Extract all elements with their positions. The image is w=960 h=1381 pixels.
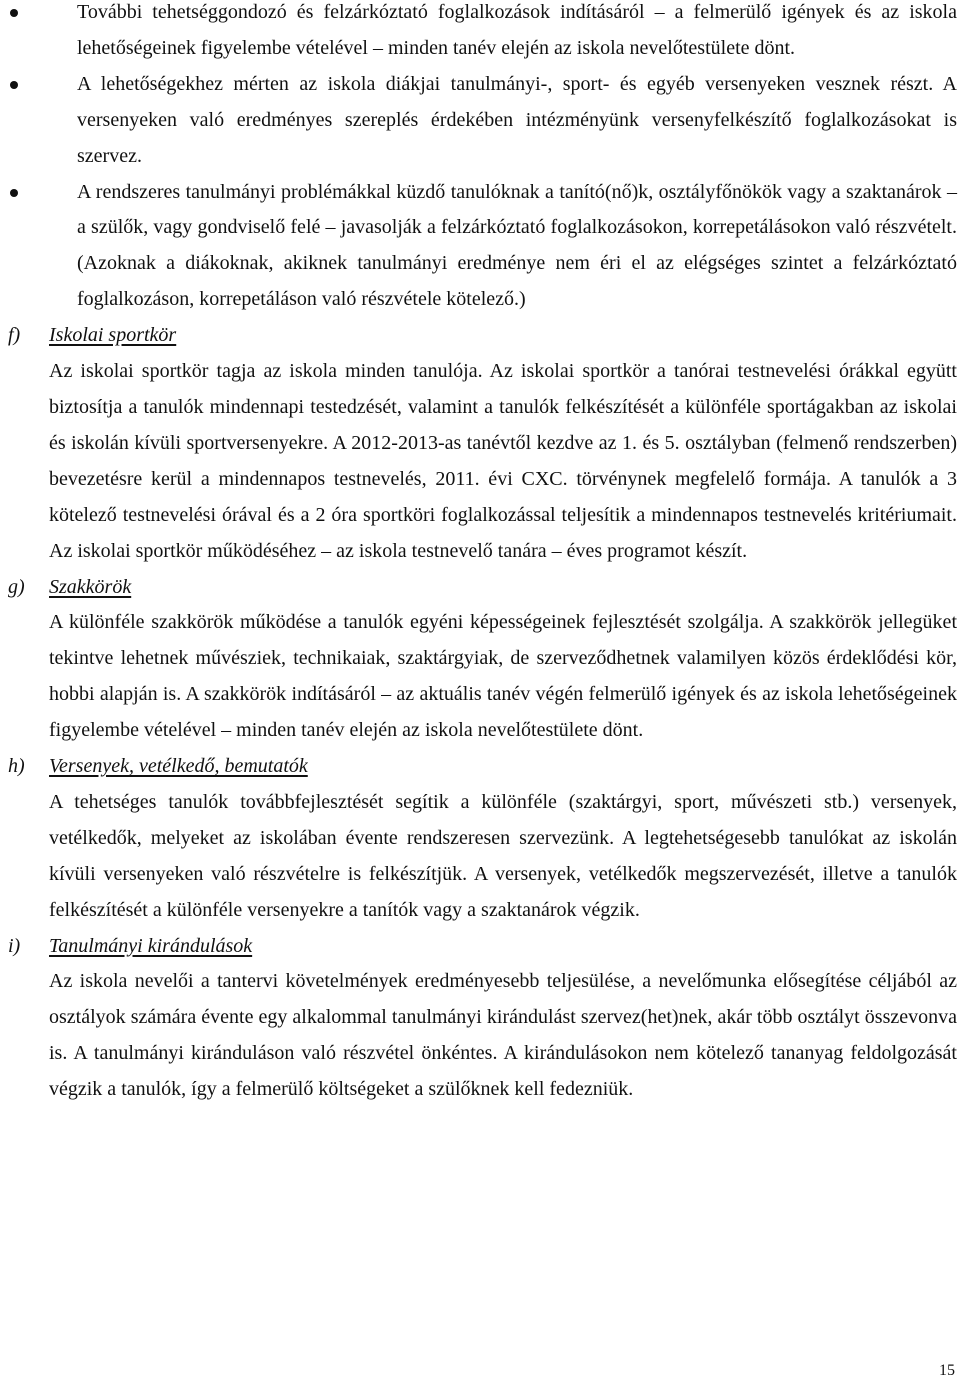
section-label: g) (8, 575, 25, 598)
section-label: i) (8, 934, 21, 957)
section-heading (0, 929, 960, 965)
section-label: h) (8, 755, 25, 778)
section-text: A tehetséges tanulók továbbfejlesztését segítik a különféle (szaktárgyi, sport, művészeti stb.) versenyek, vetélkedők, melyeket az iskolában évente rendszeresen szervezünk. A legtehetségesebb tanulókat az iskolán kívüli versenyeken való részvételre is felkészítjük. A versenyek, vetélkedők megszervezését, illetve a tanulók felkészítését a különféle versenyekre a tanítók vagy a szaktanárok végzik. (49, 790, 957, 921)
section-heading (0, 749, 960, 785)
section-text: Az iskolai sportkör tagja az iskola minden tanulója. Az iskolai sportkör a tanórai testnevelési órákkal együtt biztosítja a tanulók mindennapi testedzését, valamint a tanulók felkészítését a különféle sportágakban az iskolai és iskolán kívüli sportversenyekre. A 2012-2013-as tanévtől kezdve az 1. és 5. osztályban (felmenő rendszerben) bevezetésre kerül a mindennapos testnevelés, 2011. évi CXC. törvénynek megfelelő formája. A tanulók a 3 kötelező testnevelési órával és a 2 óra sportköri foglalkozással teljesítik a mindennapos testnevelés kritériumait. Az iskolai sportkör működéséhez – az iskola testnevelő tanára – éves programot készít. (49, 360, 957, 562)
section-versenyek (0, 749, 960, 929)
section-title: Iskolai sportkör (49, 324, 177, 347)
section-heading (0, 570, 960, 606)
page-number: 15 (939, 1362, 955, 1379)
section-title: Versenyek, vetélkedő, bemutatók (49, 755, 308, 778)
section-label: f) (8, 324, 21, 347)
section-szakkorok (0, 570, 960, 750)
bullet-text: A rendszeres tanulmányi problémákkal küzdő tanulóknak a tanító(nő)k, osztályfőnökök vagy a szaktanárok – a szülők, vagy gondviselő felé – javasolják a felzárkóztató foglalkozásokon, korrepetálásokon való részvételt. (Azoknak a diákoknak, akiknek tanulmányi eredménye nem éri el az elégséges szintet a felzárkóztató foglalkozáson, korrepetáláson való részvétele kötelező.) (77, 180, 957, 311)
bullet-icon (10, 9, 18, 17)
section-title: Szakkörök (49, 575, 132, 598)
section-text: A különféle szakkörök működése a tanulók egyéni képességeinek fejlesztését szolgálja. A szakkörök jellegüket tekintve lehetnek művésziek, technikaiak, szaktárgyiak, de szerveződhetnek valamilyen közös érdeklődési kör, hobbi alapján is. A szakkörök indításáról – az aktuális tanév végén felmerülő igények és az iskola lehetőségeinek figyelembe vételével – minden tanév elején az iskola nevelőtestülete dönt. (49, 611, 957, 742)
section-title: Tanulmányi kirándulások (49, 934, 253, 957)
bullet-item (0, 0, 960, 67)
bullet-text: További tehetséggondozó és felzárkóztató foglalkozások indításáról – a felmerülő igények és az iskola lehetőségeinek figyelembe vételével – minden tanév elején az iskola nevelőtestülete dönt. (77, 1, 957, 59)
bullet-item (0, 67, 960, 175)
section-heading (0, 318, 960, 354)
section-text: Az iskola nevelői a tantervi követelmények eredményesebb teljesülése, a nevelőmunka elősegítése céljából az osztályok számára évente egy alkalommal tanulmányi kirándulást szervez(het)nek, akár több osztályt összevonva is. A tanulmányi kiránduláson való részvétel önkéntes. A kirándulásokon nem kötelező tananyag feldolgozását végzik a tanulók, így a felmerülő költségeket a szülőknek kell fedezniük. (49, 970, 957, 1101)
bullet-icon (10, 189, 18, 197)
bullet-item (0, 175, 960, 319)
section-kirandulasok (0, 929, 960, 1109)
bullet-text: A lehetőségekhez mérten az iskola diákjai tanulmányi-, sport- és egyéb versenyeken vesznek részt. A versenyeken való eredményes szereplés érdekében intézményünk versenyfelkészítő foglalkozásokat is szervez. (77, 72, 957, 167)
bullet-icon (10, 81, 18, 89)
section-sportkor (0, 318, 960, 569)
